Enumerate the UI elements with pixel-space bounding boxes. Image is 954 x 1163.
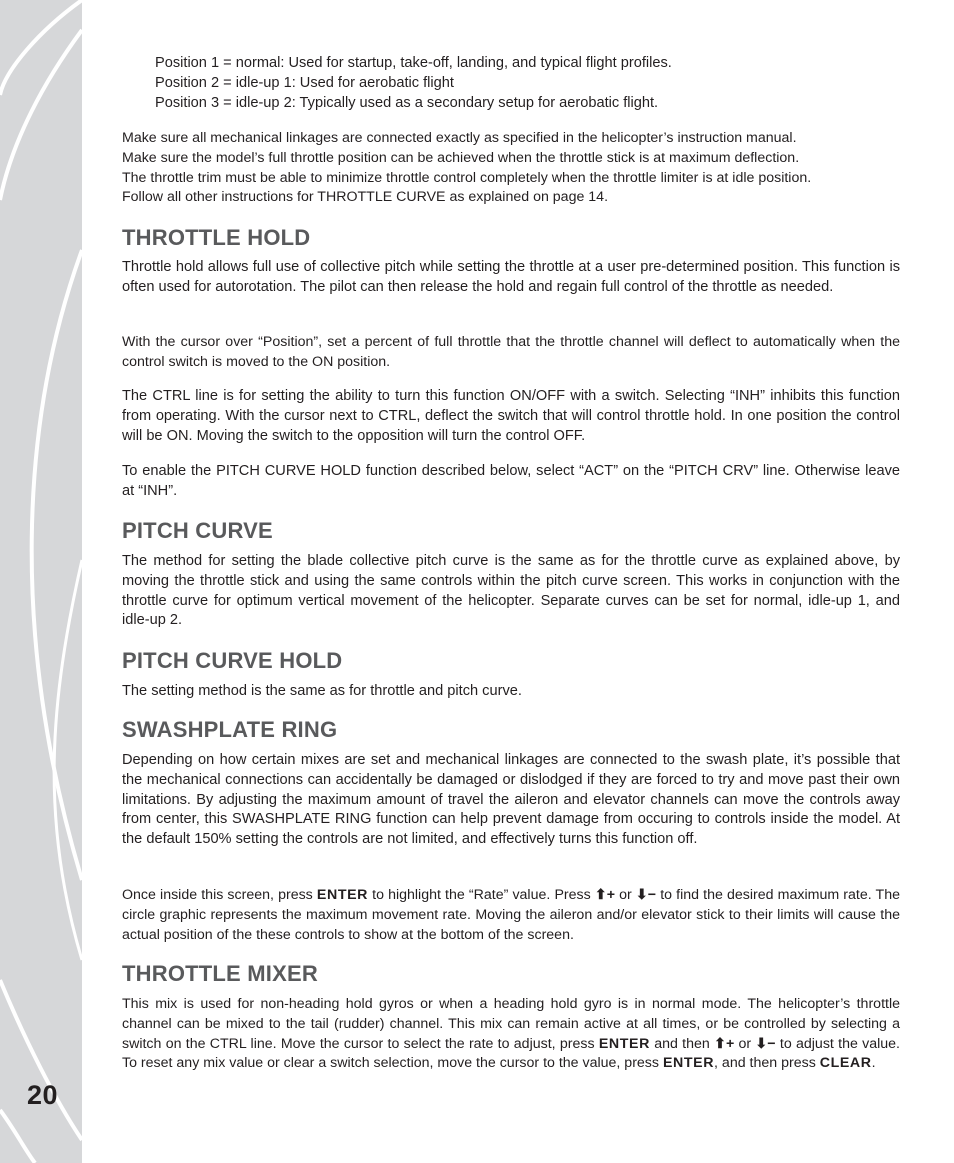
down-minus-icon: ⬇− xyxy=(755,1035,776,1052)
pitch-curve-p1: The method for setting the blade collective pitch curve is the same as for the throttle curve as explained above, by moving the throttle stick and using the same controls within the pitch curve screen. This works in conjunction with the throttle curve for optimum vertical movement of the helicopter. Separate curves can be set for normal, idle-up 1, and idle-up 2. xyxy=(122,553,900,629)
clear-key-label: CLEAR xyxy=(819,1055,872,1072)
throttle-hold-p1: Throttle hold allows full use of collective pitch while setting the throttle at a user pre-determined position. This function is often used for autorotation. The pilot can then release the hold and regain full control of the throttle as needed. xyxy=(122,259,900,295)
intro-paragraph xyxy=(122,129,900,208)
intro-line: Make sure the model’s full throttle position can be achieved when the throttle stick is at maximum deflection. xyxy=(122,149,800,166)
heading-pitch-curve-hold: PITCH CURVE HOLD xyxy=(122,648,343,673)
throttle-mixer-p1: This mix is used for non-heading hold gyros or when a heading hold gyro is in normal mode. The helicopter’s throttle channel can be mixed to the tail (rudder) channel. This mix can remain active at all times, or be controlled by selecting a switch on the CTRL line. Move the cursor to select the rate to adjust, press ENTER and then ⬆+ or ⬇− to adjust the value. To reset any mix value or clear a switch selection, move the cursor to the value, press ENTER, and then press CLEAR. xyxy=(122,996,900,1072)
heading-swashplate-ring: SWASHPLATE RING xyxy=(122,717,338,742)
heading-throttle-hold: THROTTLE HOLD xyxy=(122,225,311,250)
page-number: 20 xyxy=(27,1080,59,1110)
intro-line: Follow all other instructions for THROTTLE CURVE as explained on page 14. xyxy=(122,189,609,206)
position-item: Position 1 = normal: Used for startup, take-off, landing, and typical flight profiles. xyxy=(155,55,672,71)
position-item: Position 3 = idle-up 2: Typically used as a secondary setup for aerobatic flight. xyxy=(155,94,659,111)
heading-pitch-curve: PITCH CURVE xyxy=(122,518,273,543)
pitch-curve-hold-p1: The setting method is the same as for throttle and pitch curve. xyxy=(122,683,522,699)
down-minus-icon: ⬇− xyxy=(635,887,657,903)
throttle-hold-p4: To enable the PITCH CURVE HOLD function described below, select “ACT” on the “PITCH CRV” line. Otherwise leave at “INH”. xyxy=(122,463,900,499)
position-list xyxy=(122,54,933,113)
intro-line: The throttle trim must be able to minimize throttle control completely when the throttle limiter is at idle position. xyxy=(122,169,812,186)
up-plus-icon: ⬆+ xyxy=(594,887,616,903)
swashplate-ring-p2: Once inside this screen, press ENTER to highlight the “Rate” value. Press ⬆+ or ⬇− to find the desired maximum rate. The circle graphic represents the maximum movement rate. Moving the aileron and/or elevator stick to their limits will cause the actual position of the these controls to show at the bottom of the screen. xyxy=(122,887,900,943)
page-sidebar xyxy=(0,0,82,1163)
enter-key-label: ENTER xyxy=(598,1035,650,1052)
enter-key-label: ENTER xyxy=(316,887,368,903)
decorative-arcs xyxy=(0,0,82,1163)
intro-line: Make sure all mechanical linkages are connected exactly as specified in the helicopter’s instruction manual. xyxy=(122,130,797,146)
throttle-hold-p3: The CTRL line is for setting the ability to turn this function ON/OFF with a switch. Selecting “INH” inhibits this function from operating. With the cursor next to CTRL, deflect the switch that will control throttle hold. In one position the control will be ON. Moving the switch to the opposition will turn the control OFF. xyxy=(122,388,900,444)
enter-key-label: ENTER xyxy=(662,1055,715,1072)
throttle-hold-p2: With the cursor over “Position”, set a percent of full throttle that the throttle channel will deflect to automatically when the control switch is moved to the ON position. xyxy=(122,334,900,370)
up-plus-icon: ⬆+ xyxy=(714,1035,735,1052)
swashplate-ring-p1: Depending on how certain mixes are set and mechanical linkages are connected to the swash plate, it’s possible that the mechanical connections can accidentally be damaged or dislodged if they are forced to try and move past their own limitations. By adjusting the maximum amount of travel the aileron and elevator channels can move the controls away from center, this SWASHPLATE RING function can help prevent damage from occuring to controls inside the model. At the default 150% setting the controls are not limited, and effectively turns this function off. xyxy=(122,752,900,848)
position-item: Position 2 = idle-up 1: Used for aerobatic flight xyxy=(155,74,454,91)
heading-throttle-mixer: THROTTLE MIXER xyxy=(122,961,318,986)
